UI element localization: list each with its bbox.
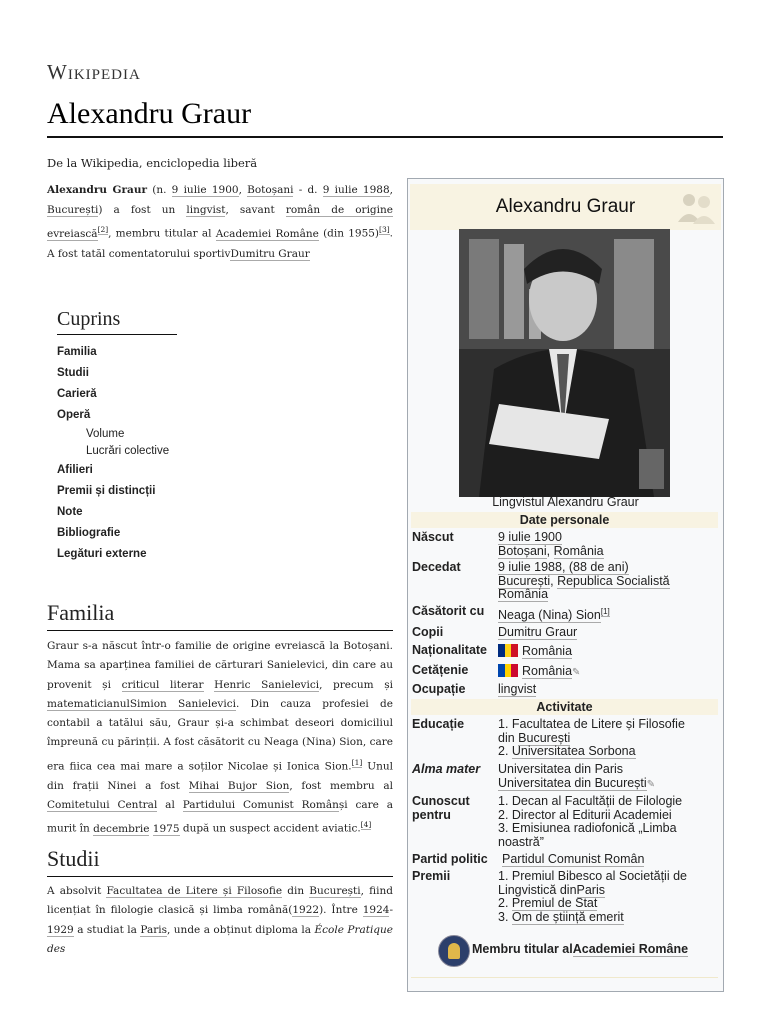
label-cunoscut-pentru: Cunoscut pentru [412, 794, 470, 822]
value-alma-mater: Universitatea din Paris Universitatea din București✎ [498, 762, 656, 790]
label-nascut: Născut [412, 530, 454, 544]
ecole-pratique-text: École Pratique des [47, 923, 393, 955]
link-facultatea-litere[interactable]: Facultatea de Litere și Filosofie [106, 885, 283, 897]
label-casatorit: Căsătorit cu [412, 604, 485, 618]
toc-item[interactable]: Lucrări colective [86, 445, 170, 457]
link-spouse[interactable]: Neaga (Nina) Sion [498, 608, 601, 623]
portrait-photo[interactable] [459, 229, 670, 497]
infobox-name: Alexandru Graur [495, 196, 636, 217]
infobox [407, 178, 724, 992]
section-activitate: Activitate [411, 699, 718, 715]
link-bucuresti[interactable]: București [309, 885, 361, 897]
label-premii: Premii [412, 869, 451, 883]
link-academy[interactable]: Academiei Române [215, 227, 319, 240]
link-henric-sanielevici[interactable]: Henric Sanielevici [214, 678, 320, 691]
lead-paragraph: Alexandru Graur (n. 9 iulie 1900, Botoșani - d. 9 iulie 1988, București) a fost un lingvist, savant român de origine evreiască[2], membru titular al Academiei Române (din 1955)[3]. A fost tatăl comentatorului sportivDumitru Graur [47, 184, 394, 260]
link-simion-sanielevici[interactable]: Simion Sanielevici [129, 697, 236, 710]
value-partid-politic [502, 853, 724, 867]
link-criticul-literar[interactable]: criticul literar [121, 678, 204, 691]
toc-item[interactable]: Afilieri [57, 464, 93, 476]
ref-1[interactable]: [1] [351, 757, 363, 767]
link-matematicianul[interactable]: matematicianul [47, 697, 130, 710]
link-unibuc[interactable]: Universitatea din București [498, 775, 647, 790]
link-1929[interactable]: 1929 [47, 923, 74, 936]
link-died-country-2[interactable]: România [498, 587, 549, 601]
toc-item[interactable]: Premii și distincții [57, 485, 156, 497]
edit-pencil-icon[interactable]: ✎ [646, 778, 656, 790]
toc-item[interactable]: Carieră [57, 388, 97, 400]
link-1924[interactable]: 1924 [362, 904, 390, 917]
link-child[interactable]: Dumitru Graur [498, 625, 578, 639]
value-nationalitate [498, 644, 720, 659]
academy-member-row [438, 935, 718, 967]
link-death-place[interactable]: București [47, 204, 99, 216]
value-ocupatie [498, 683, 720, 697]
table-of-contents [57, 308, 197, 565]
familia-paragraph: Graur s-a născut într-o familie de origine evreiască la Botoșani. Mama sa aparținea familiei de cărturari Sanielevici, din care au provenit și criticul literar Henric Sanielevici, precum și matematicianulSimion Sanielevici. Din cauza profesiei de contabil a tatălui său, Graur și-a schimbat deseori domiciliul împreună cu părinții. A fost căsătorit cu Neaga (Nina) Sion, care era fiica cea mai mare a soților Nicolae și Ionica Sion.[1] Unul din frații Ninei a fost Mihai Bujor Sion, fost membru al Comitetului Central al Partidului Comunist Românși care a murit în decembrie 1975 după un suspect accident aviatic.[4] [47, 640, 393, 835]
link-occupation[interactable]: lingvist [498, 682, 537, 696]
label-nationalitate: Naționalitate [412, 643, 488, 657]
label-cetatenie: Cetățenie [412, 663, 469, 677]
academy-seal-icon [438, 935, 470, 967]
link-birth-place[interactable]: Botoșani [247, 184, 294, 196]
toc-item[interactable]: Operă [57, 409, 91, 421]
link-died-place[interactable]: București [498, 573, 551, 588]
link-born-date[interactable]: 9 iulie 1900 [498, 530, 562, 544]
ref-4[interactable]: [4] [360, 820, 372, 830]
link-1922[interactable]: 1922 [292, 904, 320, 917]
link-died-date[interactable]: 9 iulie 1988, (88 de ani) [498, 560, 629, 574]
link-born-country[interactable]: România [553, 543, 604, 558]
link-paris-award[interactable]: Paris [576, 882, 605, 897]
link-lingvist[interactable]: lingvist [186, 204, 226, 216]
studii-paragraph: A absolvit Facultatea de Litere și Filosofie din București, fiind licențiat în filologie clasică și limba română(1922). Între 1924-1929 a studiat la Paris, unde a obținut diploma la École Pratique des [47, 885, 393, 955]
user-group-icon [675, 188, 719, 226]
value-premii: 1. Premiul Bibesco al Societății de Lingvistică dinParis 2. Premiul de Stat 3. Om de știință emerit [498, 869, 687, 924]
infobox-header [410, 184, 721, 230]
link-paris[interactable]: Paris [140, 923, 167, 936]
value-cetatenie [498, 664, 720, 680]
infobox-bottom-divider [411, 977, 718, 978]
romania-flag-icon [498, 644, 518, 657]
label-educatie: Educație [412, 717, 465, 731]
label-decedat: Decedat [412, 560, 461, 574]
link-comitetul-central[interactable]: Comitetului Central [47, 798, 158, 811]
section-heading-familia: Familia [47, 600, 393, 631]
academy-member-text: Membru titular alAcademiei Române [472, 942, 689, 956]
toc-item[interactable]: Familia [57, 346, 97, 358]
moldova-flag-icon [498, 664, 518, 677]
toc-title: Cuprins [57, 308, 177, 335]
toc-item[interactable]: Studii [57, 367, 89, 379]
toc-item[interactable]: Note [57, 506, 83, 518]
link-premiul-de-stat[interactable]: Premiul de Stat [511, 896, 598, 910]
link-died-country[interactable]: Republica Socialistă [557, 573, 670, 588]
value-nascut: 9 iulie 1900 Botoșani, România [498, 530, 604, 558]
value-educatie: 1. Facultatea de Litere și Filosofie din București 2. Universitatea Sorbona [498, 717, 685, 758]
toc-item[interactable]: Legături externe [57, 548, 147, 560]
section-heading-studii: Studii [47, 846, 393, 877]
title-divider [47, 136, 723, 138]
ref-3[interactable]: [3] [379, 225, 390, 234]
toc-item[interactable]: Bibliografie [57, 527, 121, 539]
page-title: Alexandru Graur [47, 97, 252, 130]
value-casatorit [498, 605, 720, 623]
edit-pencil-icon[interactable]: ✎ [572, 667, 581, 678]
link-sorbona[interactable]: Universitatea Sorbona [511, 744, 636, 758]
label-alma-mater: Alma mater [412, 762, 481, 776]
link-born-place[interactable]: Botoșani [498, 543, 547, 558]
page-tagline: De la Wikipedia, enciclopedia liberă [47, 156, 258, 170]
label-copii: Copii [412, 625, 444, 639]
label-partid-politic: Partid politic [412, 852, 488, 866]
link-birth-date[interactable]: 9 iulie 1900 [171, 184, 239, 196]
value-decedat: 9 iulie 1988, (88 de ani) București, Republica Socialistă România [498, 560, 670, 601]
link-pcr[interactable]: Partidului Comunist Român [182, 798, 339, 811]
link-1975[interactable]: 1975 [152, 822, 180, 835]
link-origin[interactable]: român de origine evreiască [47, 204, 393, 240]
link-death-date[interactable]: 9 iulie 1988 [322, 184, 390, 196]
link-academiei-romane[interactable]: Academiei Române [572, 942, 689, 956]
portrait-caption: Lingvistul Alexandru Graur [492, 495, 639, 509]
link-son[interactable]: Dumitru Graur [230, 247, 310, 260]
toc-item[interactable]: Volume [86, 428, 125, 440]
ref-2[interactable]: [2] [97, 225, 109, 234]
label-ocupatie: Ocupație [412, 682, 466, 696]
link-edu-bucuresti[interactable]: București [518, 730, 571, 745]
value-cunoscut-pentru: 1. Decan al Facultății de Filologie 2. Director al Editurii Academiei 3. Emisiunea radiofonică „Limba noastră” [498, 794, 683, 849]
link-om-de-stiinta[interactable]: Om de știință emerit [511, 909, 624, 924]
toc-list [57, 342, 197, 565]
link-decembrie[interactable]: decembrie [93, 822, 150, 835]
link-party[interactable]: Partidul Comunist Român [502, 852, 645, 866]
section-date-personale: Date personale [411, 512, 718, 528]
ref-spouse[interactable]: [1] [600, 607, 610, 616]
lead-subject-name: Alexandru Graur [47, 184, 148, 196]
link-citizenship[interactable]: România [522, 664, 573, 678]
link-mihai-bujor-sion[interactable]: Mihai Bujor Sion [188, 779, 290, 792]
wikipedia-logo[interactable]: Wikipedia [47, 60, 141, 84]
value-copii [498, 626, 720, 640]
link-nationality[interactable]: România [522, 644, 573, 658]
